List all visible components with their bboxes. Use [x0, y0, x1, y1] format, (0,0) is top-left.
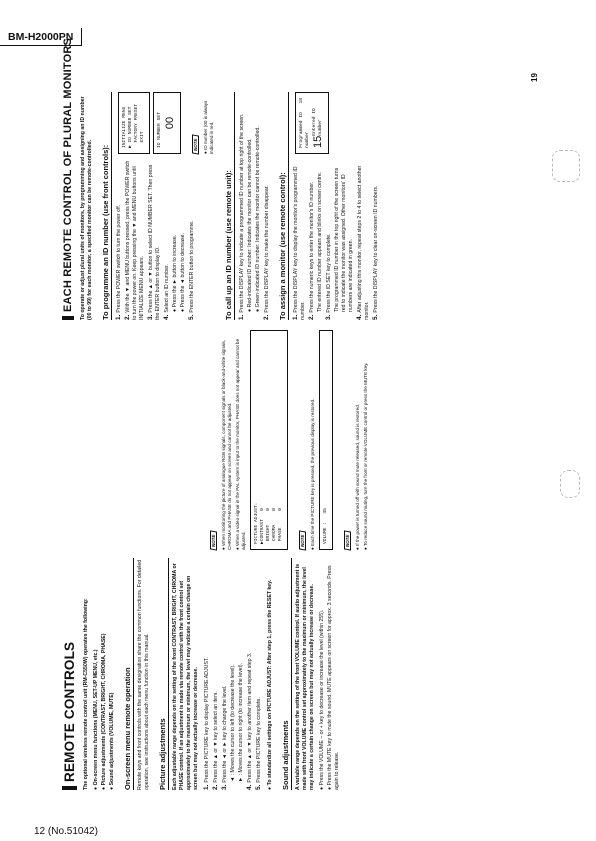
step: 3.Press the ▲ or ▼ button to select ID NUMBER SET. Then press the ENTER button to display ID.: [147, 164, 161, 320]
bullet-item: ● On-screen menu functions (MENU, SET-UP MENU, etc.): [93, 649, 99, 790]
step: 3.Press the ◄ or ► key to change the level.: [221, 685, 228, 790]
note-text: ● If the power is turned off with sound mute released, sound is restored.: [355, 404, 360, 550]
subheading: On-screen menu remote operation: [123, 558, 134, 790]
step: 2.With the ▼ and MENU buttons pressed, press the POWER switch to turn the power on. Keep pressing the ▼ and MENU buttons until INITIALIZE MENU appears.: [124, 160, 145, 320]
intro-text: The optional wireless remote control unit (RM-C550W) operates the following:: [83, 598, 89, 790]
step: 4.After adjusting this monitor, repeat steps 2 to 4 to select another monitor.: [356, 165, 370, 320]
step: 5.Press the ENTER button to programme.: [188, 220, 195, 320]
section-title: EACH REMOTE CONTROL OF PLURAL MONITORS: [62, 92, 74, 320]
step: 5.Press the DISPLAY key to clear on-screen ID numbers.: [372, 185, 379, 320]
note-text: ● Each time the PICTURE key is pressed, the previous display is restored.: [310, 398, 315, 550]
subheading: To call up an ID number (use remote unit):: [224, 92, 235, 320]
step-detail: ● Green-indicated ID number: Indicates the monitor cannot be remote-controlled.: [255, 126, 261, 312]
page-footer: 12 (No.51042): [34, 826, 98, 837]
prog-block: [115, 92, 217, 320]
notes-column: [202, 330, 371, 550]
reset-instruction: ● To standardize all settings on PICTURE ADJUST: After step 1, press the RESET key.: [267, 579, 273, 790]
step: 5.Press the PICTURE key to complete.: [255, 697, 262, 790]
volume-screen: VOLUME : 45: [319, 330, 333, 550]
picture-adjust-screen: PICTURE ADJUST: ▶CONTRAST 0 BRIGHT 0 CHROMA 0 PHASE 0: [250, 330, 288, 550]
subheading: Picture adjustments: [158, 558, 169, 790]
bullet-item: ● Picture adjustments (CONTRAST, BRIGHT, CHROMA, PHASE): [101, 633, 107, 790]
step-detail: ● Red-indicated ID number: Indicates the monitor can be remote-controlled.: [247, 138, 253, 312]
step-detail: The entered ID number appears and blinks on screen centre.: [317, 171, 323, 312]
note-icon: NOTE: [192, 135, 199, 155]
note-text: ● When a video signal in the PAL system is input to the monitor, PHASE does not appear and cannot be adjusted.: [235, 338, 246, 550]
step-detail: ● Press the ► button to increase.: [172, 234, 178, 312]
rotated-page-content: [62, 37, 532, 790]
subheading: To assign a monitor (use remote control):: [278, 92, 289, 320]
step-detail: ► : Moves the cursor to right (to increase the level).: [238, 662, 244, 782]
model-header: BM-H2000PN: [0, 28, 82, 46]
step: 1.Press the POWER switch to turn the power off.: [115, 204, 122, 320]
step-detail: The programmed ID number in the top right of the screen turns red to indicate the monitor was assigned. Other monitors' ID numbers are indicated in green.: [334, 167, 354, 312]
step: 3.Press the ID SET key to complete.: [325, 233, 332, 320]
step-detail: ◄ : Moves the cursor to left (to decrease the level).: [230, 664, 236, 782]
body-text: A variable range depends on the setting of the front VOLUME control. If audio adjustment is made with front VOLUME control set approximately to the maximum or minimum, the level may indicate a certain change on screen but may not actually increase or decrease.: [295, 563, 315, 790]
note-text: ● ID number (00 is always indicated in red.: [203, 100, 214, 154]
note-text: ● To reduce sound muting, turn the front or remote VOLUME control or press the MUTE key.: [363, 362, 368, 550]
step: 2.Press the ▲ or ▼ key to select an item.: [212, 691, 219, 790]
bullet-item: ● Press the MUTE key to mute the sound. MUTE appears on screen for approx. 3 seconds. Press again to release.: [327, 565, 340, 790]
plural-monitors-section: [62, 37, 381, 320]
initialize-menu-screen: INITIALIZE MENU ▶ ID NUMBER SET FACTORY PRESET EXIT: [118, 92, 150, 154]
step-detail: ● Press the ◄ button to decrease.: [180, 233, 186, 312]
assign-block: [292, 92, 381, 320]
intro-text: To operate or adjust plural units of monitors, by programming and assigning an ID number (00 to 99) for each monitor, a specified monitor can be remote-controlled.: [80, 96, 93, 320]
scan-mark: [560, 470, 580, 498]
step: 1.Press the DISPLAY key to display the monitor's programmed ID number.: [292, 166, 306, 320]
step: 4.Select an ID number.: [163, 264, 170, 320]
bullet-item: ● Sound adjustments (VOLUME, MUTE): [109, 692, 115, 790]
subheading: Sound adjustments: [281, 558, 292, 790]
step: 2.Press the numeric keys to enter the monitor's ID number.: [308, 181, 315, 320]
assign-screen: Programmed ID number 18 15 Entered ID number: [295, 92, 329, 154]
step: 1.Press the PICTURE key to display PICTURE ADJUST.: [203, 657, 210, 790]
step: 2.Press the DISPLAY key to make the number disappear.: [263, 185, 270, 320]
page-number: 19: [530, 73, 539, 82]
note-icon: NOTE: [299, 531, 306, 551]
scan-mark: [552, 150, 580, 182]
note-icon: NOTE: [210, 531, 217, 551]
remote-controls-section: [62, 558, 342, 790]
section-title: REMOTE CONTROLS: [62, 558, 77, 790]
id-number-screen: ID NUMBER SET 00: [153, 92, 181, 154]
step: 4.Press the ▲ or ▼ key to another item and repeat step 3.: [246, 652, 253, 790]
note-icon: NOTE: [344, 531, 351, 551]
body-text: Each adjustable range depends on the setting of the front CONTRAST, BRIGHT, CHROMA or PHASE control. If an adjustment is made via remote control with the front control set approximately to the maximum or minimum, the level may indicate a certain change on screen but may not actually increase or decrease.: [172, 563, 199, 790]
step: 1.Press the DISPLAY key to indicate a programmed ID number at top right of the screen.: [238, 113, 245, 320]
bullet-item: ● Press the VOLUME – or + key to decrease or increase the level (within 255).: [319, 609, 325, 790]
subheading: To programme an ID number (use front controls):: [101, 92, 112, 320]
note-text: ● When monitoring the picture of analogue RGB signals, component signals or black-and-white signals, CHROMA and PHASE do not appear on screen and cannot be adjusted.: [221, 339, 232, 550]
body-text: Remote keys and front controls with the same designation share the common functions. For detailed operation, see instructions about each menu function in this manual.: [137, 559, 150, 790]
